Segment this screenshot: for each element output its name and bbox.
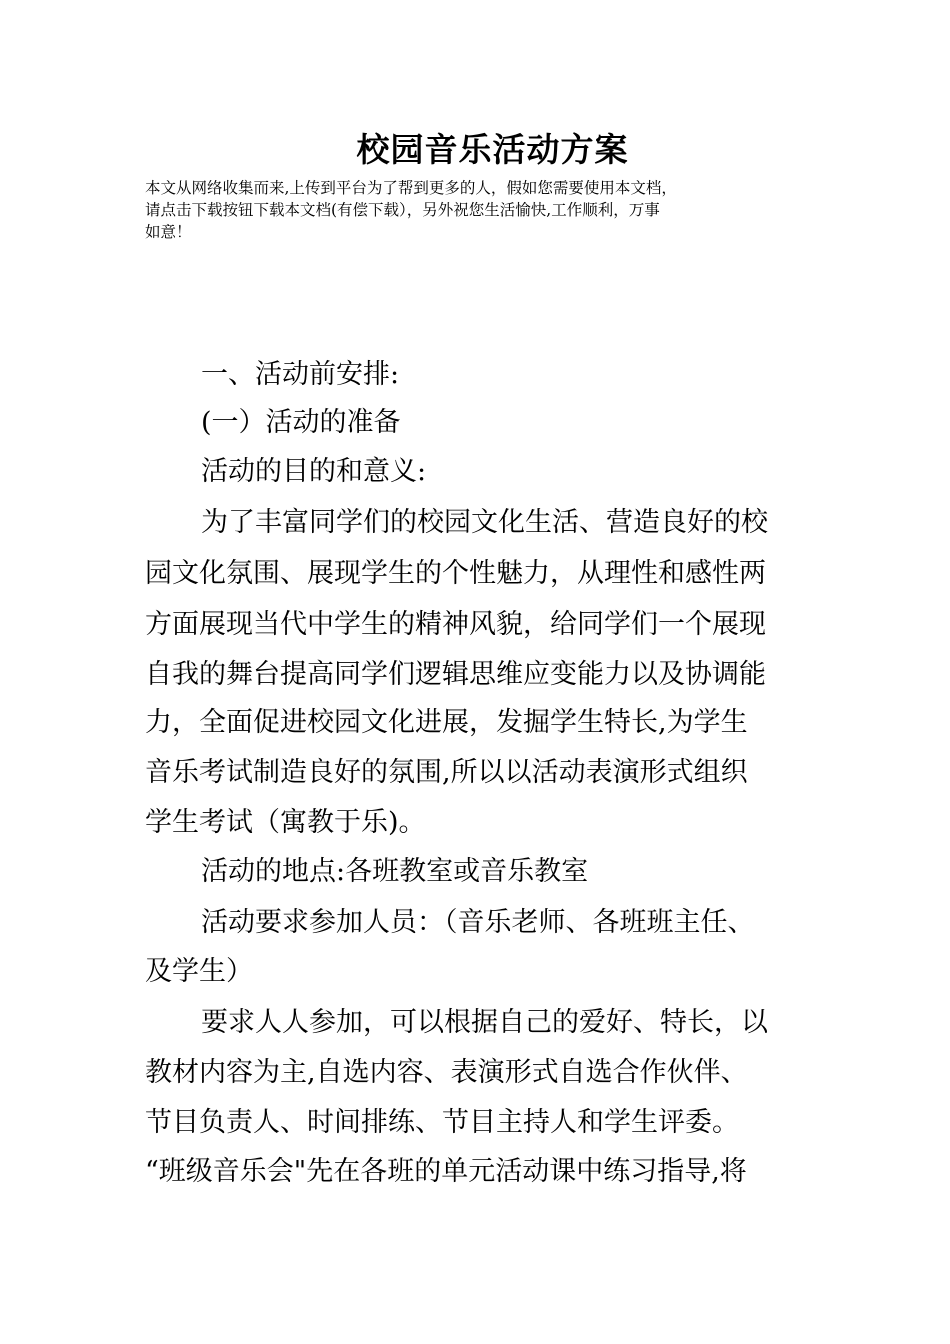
paragraph-label: 活动的目的和意义: <box>201 456 427 487</box>
download-notice <box>145 177 815 243</box>
section-heading: 一、活动前安排: <box>201 359 400 390</box>
paragraph-line: 为了丰富同学们的校园文化生活、营造良好的校 <box>201 507 768 538</box>
subsection-heading: (一）活动的准备 <box>201 407 401 438</box>
paragraph-line: 力，全面促进校园文化进展，发掘学生特长,为学生 <box>145 707 748 738</box>
paragraph-line: 活动要求参加人员：（音乐老师、各班班主任、 <box>201 907 755 938</box>
paragraph-line: 活动的地点:各班教室或音乐教室 <box>201 856 589 887</box>
paragraph-line: 教材内容为主,自选内容、表演形式自选合作伙伴、 <box>145 1057 748 1088</box>
paragraph-line: 要求人人参加，可以根据自己的爱好、特长，以 <box>201 1007 768 1038</box>
paragraph-line: 园文化氛围、展现学生的个性魅力，从理性和感性两 <box>145 558 766 589</box>
paragraph-line: 节目负责人、时间排练、节目主持人和学生评委。 <box>145 1107 739 1138</box>
notice-line: 请点击下载按钮下载本文档(有偿下载），另外祝您生活愉快,工作顺利，万事 <box>145 201 660 219</box>
document-title: 校园音乐活动方案 <box>356 130 629 169</box>
paragraph-line: 学生考试（寓教于乐)。 <box>145 807 426 838</box>
paragraph-line: 及学生） <box>145 956 253 987</box>
paragraph-line: 方面展现当代中学生的精神风貌，给同学们一个展现 <box>145 609 766 640</box>
paragraph-line: 音乐考试制造良好的氛围,所以以活动表演形式组织 <box>145 757 748 788</box>
notice-line: 如意！ <box>145 223 192 241</box>
notice-line: 本文从网络收集而来,上传到平台为了帮到更多的人，假如您需要使用本文档， <box>145 179 677 197</box>
paragraph-line: 自我的舞台提高同学们逻辑思维应变能力以及协调能 <box>145 659 766 690</box>
paragraph-line: “班级音乐会"先在各班的单元活动课中练习指导,将 <box>145 1156 747 1187</box>
